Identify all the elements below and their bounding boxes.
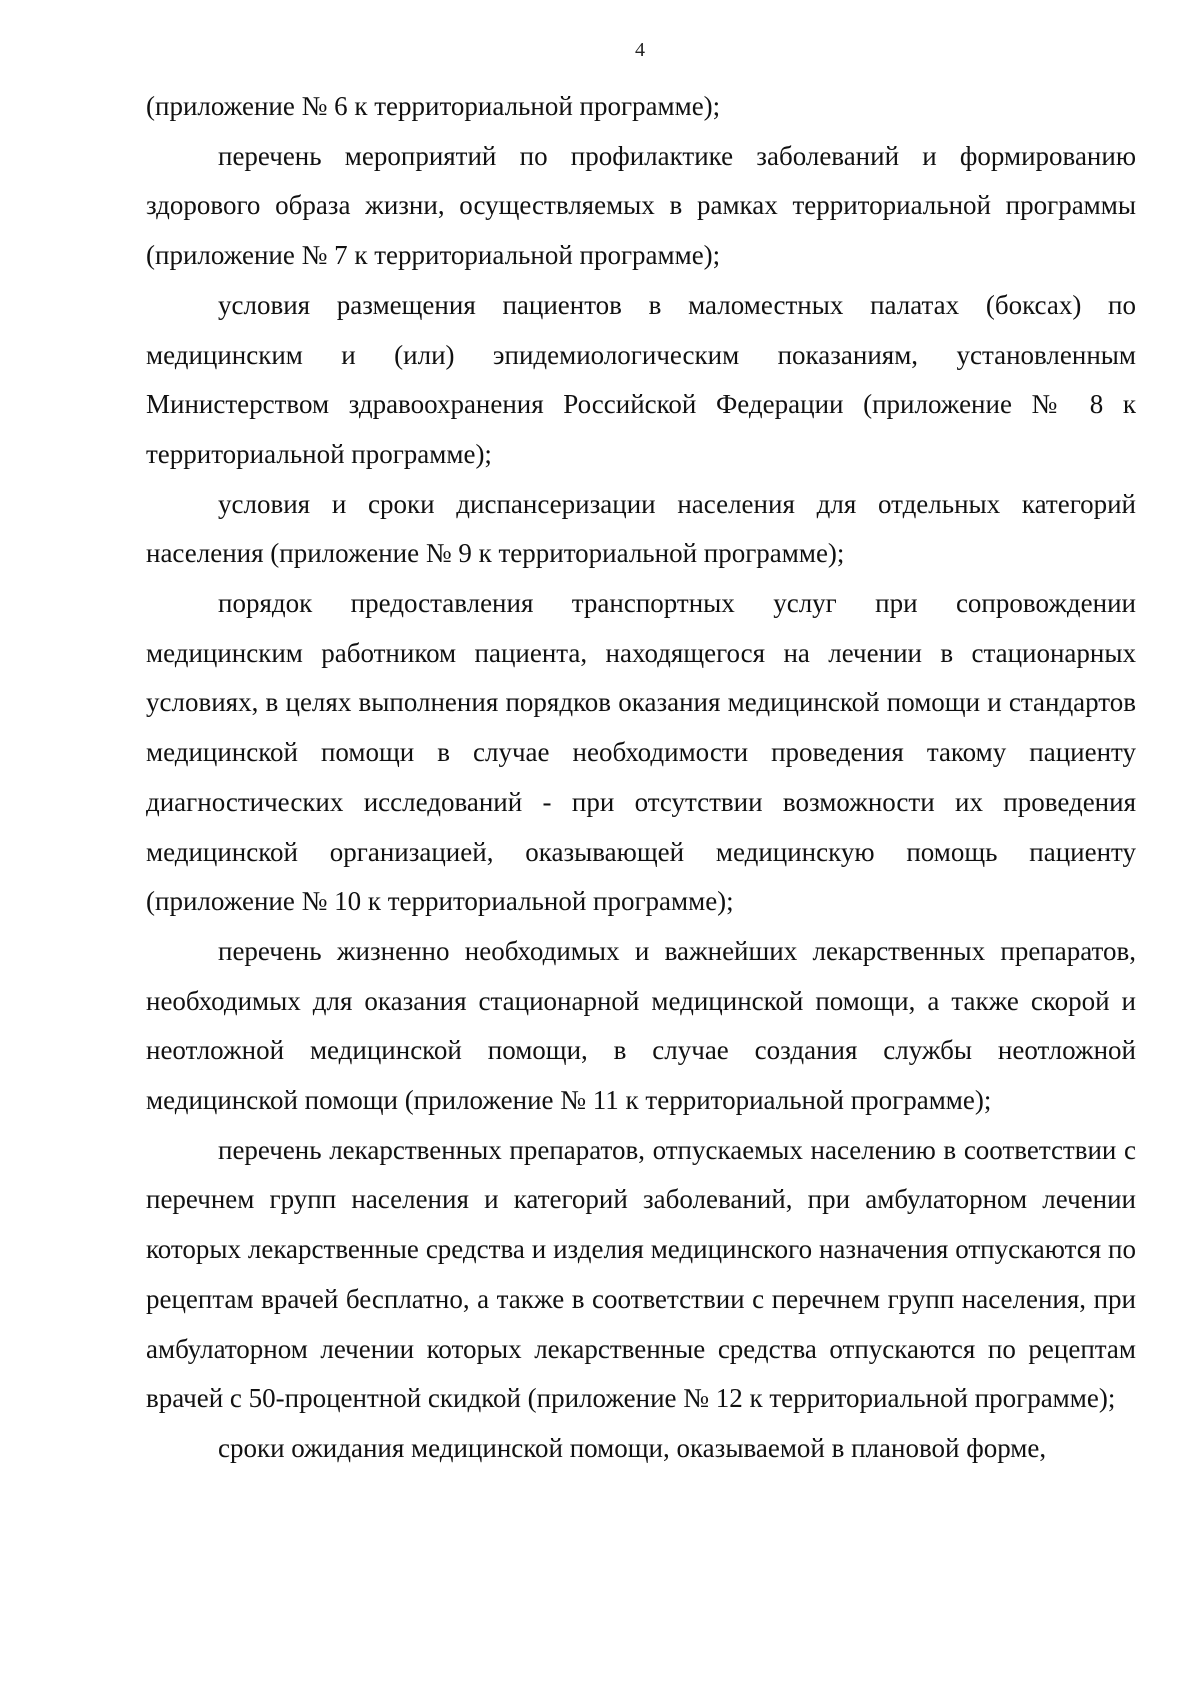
paragraph-essential-drugs-list: перечень жизненно необходимых и важнейших лекарственных препаратов, необходимых для оказания стационарной медицинской помощи, а также скорой и неотложной медицинской помощи, в случае создания службы неотложной медицинской помощи (приложение № 11 к территориальной программе); xyxy=(146,935,1136,1116)
paragraph-transport-services: порядок предоставления транспортных услуг при сопровождении медицинским работником пациента, находящегося на лечении в стационарных условиях, в целях выполнения порядков оказания медицинской помощи и стандартов медицинской помощи в случае необходимости проведения такому пациенту диагностических исследований - при отсутствии возможности их проведения медицинской организацией, оказывающей медицинскую помощь пациенту (приложение № 10 к территориальной программе); xyxy=(146,588,1136,917)
paragraph-appendix-6-continuation: (приложение № 6 к территориальной программе); xyxy=(146,91,721,121)
paragraph-outpatient-drugs-list: перечень лекарственных препаратов, отпускаемых населению в соответствии с перечнем групп населения и категорий заболеваний, при амбулаторном лечении которых лекарственные средства и изделия медицинского назначения отпускаются по рецептам врачей бесплатно, а также в соответствии с перечнем групп населения, при амбулаторном лечении которых лекарственные средства отпускаются по рецептам врачей с 50-процентной скидкой (приложение № 12 к территориальной программе); xyxy=(146,1134,1136,1414)
paragraph-waiting-times: сроки ожидания медицинской помощи, оказываемой в плановой форме, xyxy=(218,1432,1047,1463)
document-body xyxy=(146,82,1136,1474)
paragraph-patient-placement-conditions: условия размещения пациентов в маломестных палатах (боксах) по медицинским и (или) эпидемиологическим показаниям, установленным Министерством здравоохранения Российской Федерации (приложение № 8 к территориальной программе); xyxy=(146,289,1136,469)
paragraph-dispensarization-conditions: условия и сроки диспансеризации населения для отдельных категорий населения (приложение № 9 к территориальной программе); xyxy=(146,488,1136,569)
page-number: 4 xyxy=(635,39,645,61)
paragraph-prevention-measures: перечень мероприятий по профилактике заболеваний и формированию здорового образа жизни, осуществляемых в рамках территориальной программы (приложение № 7 к территориальной программе); xyxy=(146,140,1136,271)
